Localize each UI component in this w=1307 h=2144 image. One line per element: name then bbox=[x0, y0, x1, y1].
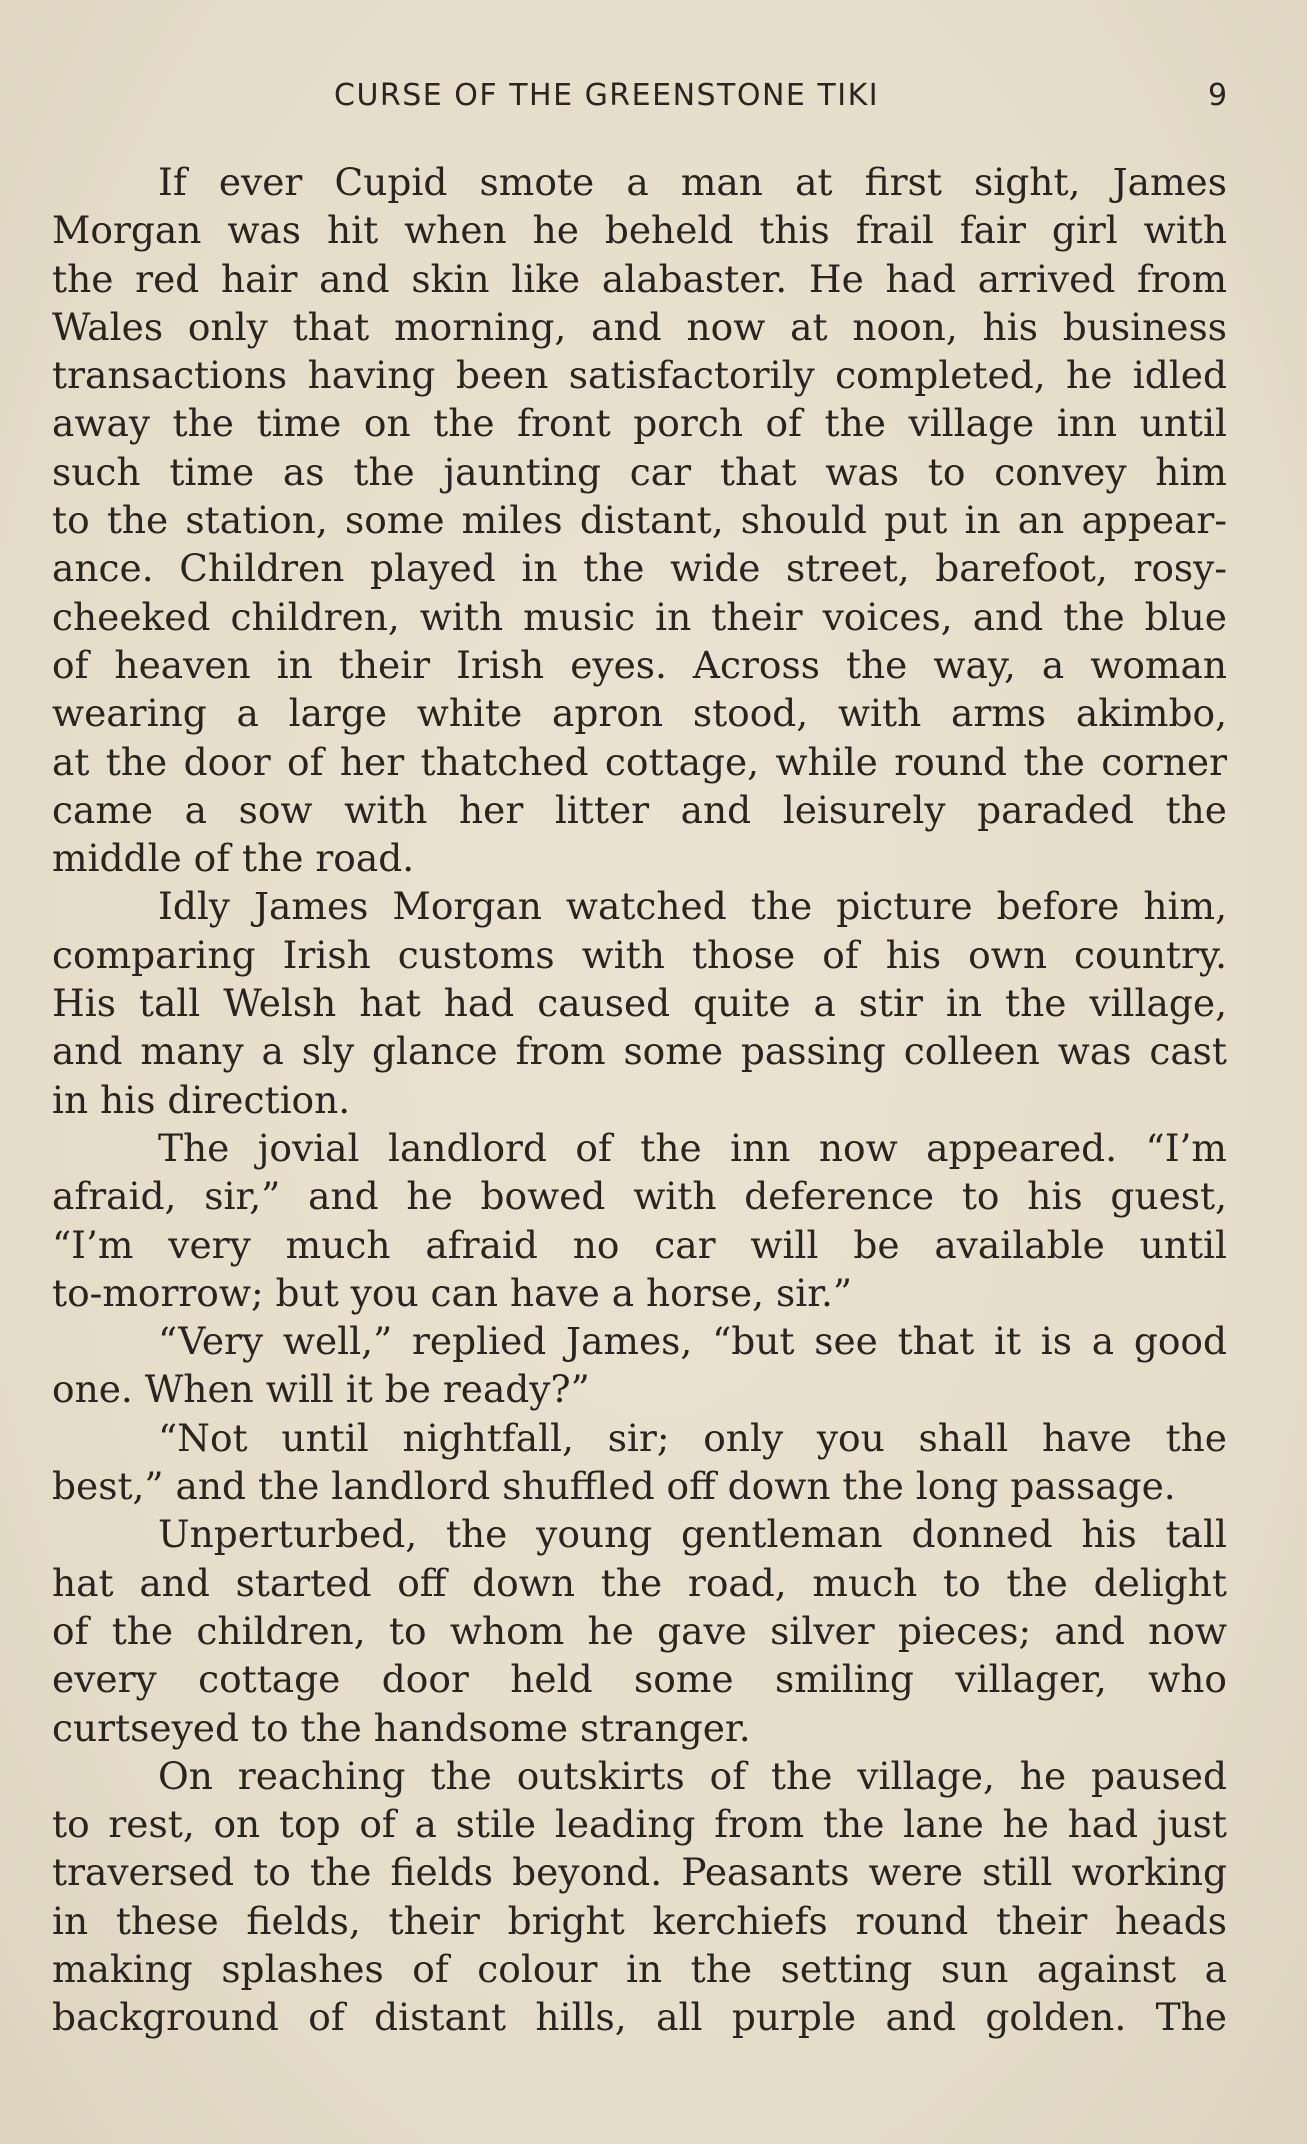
body-text bbox=[52, 158, 1227, 2042]
page-header bbox=[0, 78, 1307, 118]
text-line: came a sow with her litter and leisurely paraded the bbox=[52, 787, 1227, 832]
text-line: On reaching the outskirts of the village, he paused bbox=[158, 1753, 1227, 1798]
text-line: If ever Cupid smote a man at first sight, James bbox=[158, 160, 1227, 204]
text-line: making splashes of colour in the setting sun against a bbox=[52, 1946, 1227, 1991]
text-line: to-morrow; but you can have a horse, sir.” bbox=[52, 1270, 853, 1315]
text-line: at the door of her thatched cottage, while round the corner bbox=[52, 739, 1227, 784]
text-line: traversed to the fields beyond. Peasants were still working bbox=[52, 1850, 1227, 1895]
page-number: 9 bbox=[1208, 78, 1228, 113]
text-line: every cottage door held some smiling villager, who bbox=[52, 1657, 1227, 1702]
text-line: away the time on the front porch of the village inn until bbox=[52, 401, 1227, 446]
text-line: afraid, sir,” and he bowed with deference to his guest, bbox=[52, 1174, 1227, 1219]
text-line: transactions having been satisfactorily completed, he idled bbox=[52, 353, 1227, 398]
running-title: CURSE OF THE GREENSTONE TIKI bbox=[334, 78, 880, 113]
text-line: cheeked children, with music in their voices, and the blue bbox=[52, 594, 1227, 639]
text-line: “Very well,” replied James, “but see that it is a good bbox=[158, 1319, 1227, 1364]
text-line: “Not until nightfall, sir; only you shall have the bbox=[158, 1415, 1227, 1460]
text-line: to rest, on top of a stile leading from the lane he had just bbox=[52, 1802, 1227, 1847]
text-line: background of distant hills, all purple and golden. The bbox=[52, 1995, 1227, 2040]
text-line: hat and started off down the road, much to the delight bbox=[52, 1560, 1227, 1605]
text-line: in his direction. bbox=[52, 1077, 351, 1122]
text-line: Wales only that morning, and now at noon, his business bbox=[52, 304, 1227, 349]
text-line: in these fields, their bright kerchiefs round their heads bbox=[52, 1898, 1227, 1943]
text-line: His tall Welsh hat had caused quite a stir in the village, bbox=[52, 981, 1227, 1026]
text-line: the red hair and skin like alabaster. He had arrived from bbox=[52, 256, 1227, 301]
text-line: comparing Irish customs with those of his own country. bbox=[52, 932, 1227, 977]
text-line: to the station, some miles distant, should put in an appear- bbox=[52, 498, 1227, 543]
text-line: wearing a large white apron stood, with arms akimbo, bbox=[52, 691, 1227, 736]
text-line: best,” and the landlord shuffled off down the long passage. bbox=[52, 1464, 1176, 1509]
text-line: Morgan was hit when he beheld this frail fair girl with bbox=[52, 208, 1227, 253]
text-line: Idly James Morgan watched the picture before him, bbox=[158, 884, 1227, 929]
text-line: and many a sly glance from some passing colleen was cast bbox=[52, 1029, 1227, 1074]
text-line: of heaven in their Irish eyes. Across the way, a woman bbox=[52, 642, 1227, 687]
text-line: Unperturbed, the young gentleman donned his tall bbox=[158, 1512, 1227, 1557]
text-line: The jovial landlord of the inn now appeared. “I’m bbox=[158, 1125, 1227, 1170]
text-line: of the children, to whom he gave silver pieces; and now bbox=[52, 1608, 1227, 1653]
text-line: such time as the jaunting car that was to convey him bbox=[52, 449, 1227, 494]
text-line: curtseyed to the handsome stranger. bbox=[52, 1705, 751, 1750]
text-line: ance. Children played in the wide street, barefoot, rosy- bbox=[52, 546, 1227, 591]
text-line: middle of the road. bbox=[52, 836, 415, 881]
text-line: “I’m very much afraid no car will be available until bbox=[52, 1222, 1227, 1267]
text-line: one. When will it be ready?” bbox=[52, 1367, 590, 1412]
